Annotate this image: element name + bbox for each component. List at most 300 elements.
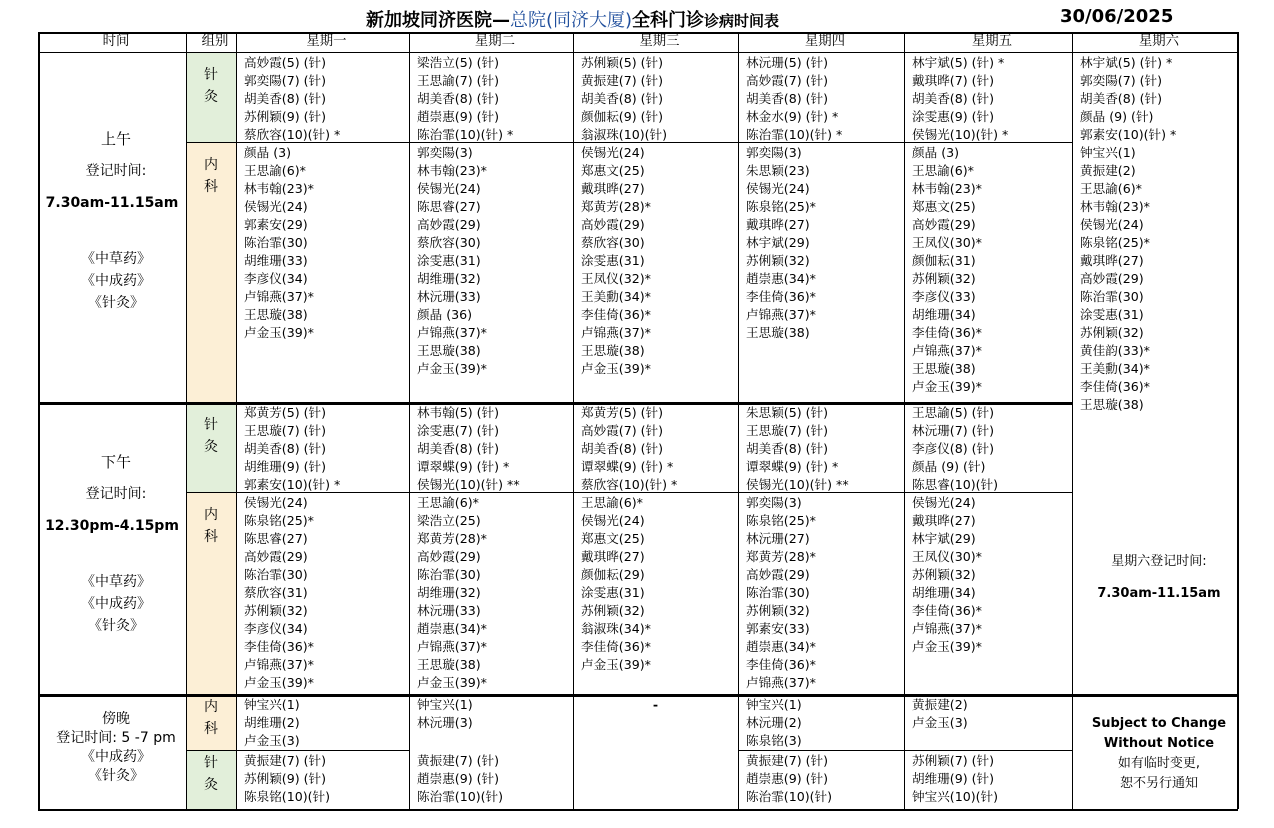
doctor-entry: 黄振建(7) (针) <box>417 753 500 768</box>
doctor-entry: 郭奕陽(3) <box>746 495 802 510</box>
doctor-entry: 李彦仪(34) <box>244 271 308 286</box>
doctor-entry: 卢金玉(39)* <box>912 379 982 394</box>
doctor-entry: 卢锦燕(37)* <box>417 325 487 340</box>
doctor-entry: 卢锦燕(37)* <box>912 621 982 636</box>
doctor-entry: 胡维珊(34) <box>912 307 976 322</box>
time-afternoon <box>38 402 186 694</box>
doctor-entry: 颜晶 (9) (针) <box>912 459 986 474</box>
doctor-entry: 郭奕陽(7) (针) <box>244 73 327 88</box>
doctor-entry: 卢金玉(39)* <box>244 675 314 690</box>
doctor-entry: 高妙霞(29) <box>244 549 308 564</box>
doctor-entry: 高妙霞(29) <box>581 217 645 232</box>
doctor-list <box>904 492 1072 694</box>
group-acupuncture-label: 针灸 <box>204 67 218 105</box>
doctor-entry: 郑惠文(25) <box>912 199 976 214</box>
doctor-list <box>738 402 904 492</box>
doctor-entry: 郭奕陽(7) (针) <box>1080 73 1163 88</box>
doctor-entry: 朱思颖(5) (针) <box>746 405 829 420</box>
doctor-entry: 黄振建(7) (针) <box>746 753 829 768</box>
doctor-entry: 胡美香(8) (针) <box>912 91 995 106</box>
doctor-list <box>573 694 738 750</box>
doctor-entry: 卢锦燕(37)* <box>912 343 982 358</box>
doctor-entry: 卢锦燕(37)* <box>581 325 651 340</box>
doctor-entry: 王思璇(7) (针) <box>746 423 829 438</box>
doctor-entry: 卢金玉(39)* <box>417 361 487 376</box>
service-label: 《针灸》 <box>88 768 144 784</box>
doctor-entry: 郭奕陽(3) <box>417 145 473 160</box>
doctor-list <box>904 402 1072 492</box>
doctor-entry: 陈治霏(30) <box>417 567 481 582</box>
doctor-entry: 林沅珊(33) <box>417 603 481 618</box>
doctor-entry: 黄振建(7) (针) <box>244 753 327 768</box>
doctor-entry: 林宇斌(5) (针) * <box>912 55 1005 70</box>
grid-line-v <box>186 32 187 809</box>
doctor-entry: 翁淑珠(34)* <box>581 621 651 636</box>
doctor-entry: 高妙霞(5) (针) <box>244 55 327 70</box>
doctor-entry: 侯锡光(24) <box>244 199 308 214</box>
doctor-entry: 涂雯惠(9) (针) <box>912 109 995 124</box>
doctor-entry: 胡维珊(9) (针) <box>912 771 995 786</box>
doctor-entry: 郑黄芳(28)* <box>417 531 487 546</box>
doctor-entry: 戴琪晔(27) <box>1080 253 1144 268</box>
doctor-entry: 梁浩立(5) (针) <box>417 55 500 70</box>
doctor-entry: 陈治霏(10)(针) <box>746 789 833 804</box>
doctor-entry: 卢金玉(3) <box>244 733 300 748</box>
doctor-entry: 胡美香(8) (针) <box>417 91 500 106</box>
doctor-entry: 蔡欣容(30) <box>581 235 645 250</box>
grid-line-v <box>409 32 410 809</box>
doctor-entry: 林韦翰(23)* <box>417 163 487 178</box>
doctor-entry: 林宇斌(29) <box>912 531 976 546</box>
doctor-entry: 林宇斌(29) <box>746 235 810 250</box>
doctor-entry: 高妙霞(29) <box>1080 271 1144 286</box>
doctor-entry: 郭奕陽(3) <box>746 145 802 160</box>
doctor-entry: 趙崇惠(34)* <box>417 621 487 636</box>
grid-line-v <box>38 32 40 809</box>
doctor-entry: 林沅珊(5) (针) <box>746 55 829 70</box>
doctor-entry: 郑黄芳(5) (针) <box>244 405 327 420</box>
doctor-list <box>236 492 409 694</box>
page-title <box>0 6 1274 30</box>
doctor-entry: 陈治霏(10)(针) <box>417 789 504 804</box>
doctor-entry: 苏俐颖(32) <box>746 603 810 618</box>
doctor-entry: 翁淑珠(10)(针) <box>581 127 668 142</box>
doctor-entry: 郭素安(10)(针) * <box>244 477 341 492</box>
header-group <box>186 32 236 52</box>
registration-time: 登记时间: 5 -7 pm <box>56 730 176 746</box>
doctor-entry: 戴琪晔(27) <box>581 181 645 196</box>
doctor-entry: 钟宝兴(1) <box>1080 145 1136 160</box>
doctor-list <box>904 142 1072 402</box>
doctor-entry: 李彦仪(8) (针) <box>912 441 995 456</box>
grid-line-h <box>738 750 1072 751</box>
doctor-entry: 蔡欣容(10)(针) * <box>581 477 678 492</box>
doctor-entry: 卢金玉(3) <box>912 715 968 730</box>
doctor-entry: 涂雯惠(31) <box>581 585 645 600</box>
doctor-entry: 卢金玉(39)* <box>912 639 982 654</box>
doctor-entry: 胡维珊(2) <box>244 715 300 730</box>
header-day-label: 星期六 <box>1138 34 1180 49</box>
service-label: 《中草药》 <box>81 574 151 590</box>
doctor-entry: 李彦仪(33) <box>912 289 976 304</box>
doctor-list <box>409 52 573 142</box>
grid-line-h <box>186 142 1072 143</box>
doctor-entry: 胡维珊(34) <box>912 585 976 600</box>
doctor-entry: 高妙霞(7) (针) <box>581 423 664 438</box>
notice-chinese: 恕不另行通知 <box>1119 776 1198 791</box>
header-day-label: 星期二 <box>474 34 516 49</box>
doctor-list <box>573 142 738 402</box>
doctor-list <box>409 694 573 750</box>
doctor-entry: 王思璇(38) <box>417 343 481 358</box>
group-internal <box>186 694 236 750</box>
doctor-entry: 胡维珊(32) <box>417 271 481 286</box>
doctor-entry: 陈治霏(30) <box>746 585 810 600</box>
doctor-entry: 林沅珊(33) <box>417 289 481 304</box>
notice-english: Without Notice <box>1103 736 1215 751</box>
doctor-entry: 苏俐颖(32) <box>244 603 308 618</box>
doctor-entry: 郑惠文(25) <box>581 531 645 546</box>
doctor-entry: 侯锡光(10)(针) * <box>912 127 1009 142</box>
doctor-list <box>409 142 573 402</box>
doctor-entry: 陈治霏(10)(针) * <box>746 127 843 142</box>
doctor-list <box>904 750 1072 809</box>
doctor-entry: 林沅珊(7) (针) <box>912 423 995 438</box>
group-internal <box>186 142 236 402</box>
header-day <box>904 32 1072 52</box>
doctor-entry: 卢金玉(39)* <box>581 361 651 376</box>
doctor-entry: 林宇斌(5) (针) * <box>1080 55 1173 70</box>
group-acupuncture <box>186 750 236 809</box>
grid-line-v <box>904 32 905 809</box>
doctor-entry: 苏俐颖(9) (针) <box>244 109 327 124</box>
grid-line-h <box>38 32 1238 34</box>
doctor-entry: 钟宝兴(1) <box>244 697 300 712</box>
doctor-entry: 李佳倚(36)* <box>912 603 982 618</box>
doctor-entry: 颜伽耘(29) <box>581 567 645 582</box>
title-label: 全科门诊 <box>632 10 705 31</box>
schedule-table <box>38 32 1238 809</box>
doctor-entry: 颜伽耘(9) (针) <box>581 109 664 124</box>
doctor-entry: 王凤仪(32)* <box>581 271 651 286</box>
header-day-label: 星期一 <box>306 34 347 49</box>
doctor-entry: 李佳倚(36)* <box>1080 379 1150 394</box>
doctor-entry: 高妙霞(29) <box>417 217 481 232</box>
doctor-entry: 侯锡光(24) <box>1080 217 1144 232</box>
doctor-entry: 林沅珊(2) <box>746 715 802 730</box>
doctor-list <box>738 750 904 809</box>
doctor-entry: 戴琪晔(7) (针) <box>912 73 995 88</box>
session-title: 下午 <box>100 453 131 471</box>
doctor-entry: 陈思睿(10)(针) <box>912 477 999 492</box>
grid-line-v <box>1072 32 1073 809</box>
service-label: 《针灸》 <box>88 295 144 311</box>
header-day-label: 星期三 <box>639 34 680 49</box>
doctor-entry: 郑黄芳(28)* <box>746 549 816 564</box>
group-acupuncture-label: 针灸 <box>204 417 218 455</box>
doctor-entry: 卢金玉(39)* <box>244 325 314 340</box>
doctor-entry: 胡美香(8) (针) <box>244 441 327 456</box>
doctor-entry: 黄振建(2) <box>912 697 968 712</box>
doctor-list <box>236 402 409 492</box>
doctor-entry: 胡美香(8) (针) <box>581 91 664 106</box>
group-acupuncture <box>186 402 236 492</box>
schedule-date: 30/06/2025 <box>1060 6 1174 27</box>
notice-chinese: 如有临时变更, <box>1117 756 1201 771</box>
doctor-entry: 苏俐颖(32) <box>912 567 976 582</box>
doctor-list <box>409 492 573 694</box>
doctor-entry: 王美勳(34)* <box>581 289 651 304</box>
doctor-entry: 王思璇(38) <box>1080 397 1144 412</box>
doctor-entry: 王思諭(6)* <box>1080 181 1142 196</box>
service-label: 《中成药》 <box>81 596 151 612</box>
doctor-entry: 侯锡光(24) <box>746 181 810 196</box>
doctor-list <box>904 52 1072 142</box>
doctor-entry: 苏俐颖(32) <box>746 253 810 268</box>
group-internal-label: 内科 <box>204 157 218 195</box>
doctor-entry: 郑黄芳(5) (针) <box>581 405 664 420</box>
doctor-entry: 高妙霞(7) (针) <box>746 73 829 88</box>
doctor-entry: 林韦翰(23)* <box>912 181 982 196</box>
doctor-entry: 郭素安(10)(针) * <box>1080 127 1177 142</box>
doctor-entry: 王思諭(7) (针) <box>417 73 500 88</box>
doctor-entry: 苏俐颖(7) (针) <box>912 753 995 768</box>
doctor-entry: 胡美香(8) (针) <box>244 91 327 106</box>
doctor-list <box>236 142 409 402</box>
doctor-entry: 卢锦燕(37)* <box>746 307 816 322</box>
doctor-entry: 苏俐颖(32) <box>581 603 645 618</box>
doctor-entry: 陈思睿(27) <box>417 199 481 214</box>
doctor-entry: 胡美香(8) (针) <box>581 441 664 456</box>
saturday-reg-label: 星期六登记时间: <box>1111 554 1207 569</box>
doctor-entry: 陈治霏(30) <box>244 567 308 582</box>
doctor-entry: 侯锡光(24) <box>912 495 976 510</box>
group-acupuncture <box>186 52 236 142</box>
group-internal-label: 内科 <box>204 699 218 737</box>
doctor-entry: 侯锡光(10)(针) ** <box>746 477 849 492</box>
doctor-entry: 谭翠蝶(9) (针) * <box>581 459 674 474</box>
header-day-label: 星期四 <box>804 34 846 49</box>
doctor-entry: 李佳倚(36)* <box>746 657 816 672</box>
doctor-entry: 胡美香(8) (针) <box>1080 91 1163 106</box>
doctor-entry: 李佳倚(36)* <box>244 639 314 654</box>
time-morning <box>38 52 186 402</box>
doctor-entry: 林金水(9) (针) * <box>746 109 839 124</box>
doctor-entry: 戴琪晔(27) <box>912 513 976 528</box>
doctor-entry: 蔡欣容(30) <box>417 235 481 250</box>
doctor-list <box>738 142 904 402</box>
doctor-entry: 陈治霏(30) <box>1080 289 1144 304</box>
doctor-entry: 陈泉铭(25)* <box>244 513 314 528</box>
doctor-entry: 卢锦燕(37)* <box>244 657 314 672</box>
doctor-entry: 苏俐颖(32) <box>1080 325 1144 340</box>
doctor-entry: 趙崇惠(9) (针) <box>417 771 500 786</box>
doctor-entry: 郑黄芳(28)* <box>581 199 651 214</box>
doctor-entry: 趙崇惠(34)* <box>746 271 816 286</box>
doctor-entry: 陈泉铭(25)* <box>746 199 816 214</box>
registration-label: 登记时间: <box>85 486 147 502</box>
doctor-entry: 陈泉铭(25)* <box>746 513 816 528</box>
doctor-entry: 苏俐颖(5) (针) <box>581 55 664 70</box>
doctor-entry: 涂雯惠(31) <box>581 253 645 268</box>
doctor-entry: 蔡欣容(10)(针) * <box>244 127 341 142</box>
doctor-entry: 李佳倚(36)* <box>581 639 651 654</box>
doctor-entry: 王思璇(38) <box>244 307 308 322</box>
service-label: 《中成药》 <box>81 749 151 765</box>
doctor-list <box>573 492 738 694</box>
doctor-entry: 陈泉铭(10)(针) <box>244 789 331 804</box>
doctor-list <box>573 52 738 142</box>
doctor-entry: 林沅珊(3) <box>417 715 473 730</box>
doctor-entry: 林沅珊(27) <box>746 531 810 546</box>
registration-time: 7.30am-11.15am <box>45 195 179 211</box>
doctor-entry: 苏俐颖(9) (针) <box>244 771 327 786</box>
header-day <box>236 32 409 52</box>
doctor-entry: 高妙霞(29) <box>417 549 481 564</box>
doctor-entry: 钟宝兴(1) <box>417 697 473 712</box>
doctor-list <box>738 52 904 142</box>
saturday-reg-time: 7.30am-11.15am <box>1097 586 1221 601</box>
doctor-entry: 王思諭(6)* <box>244 163 306 178</box>
doctor-entry: 郭素安(29) <box>244 217 308 232</box>
doctor-entry: 王思璇(38) <box>417 657 481 672</box>
doctor-list <box>409 402 573 492</box>
doctor-entry: 颜晶 (36) <box>417 307 473 322</box>
doctor-entry: 王思諭(6)* <box>912 163 974 178</box>
header-day <box>738 32 904 52</box>
doctor-entry: 王思璇(38) <box>746 325 810 340</box>
doctor-entry: 蔡欣容(31) <box>244 585 308 600</box>
header-day <box>1072 32 1238 52</box>
doctor-list <box>573 402 738 492</box>
group-acupuncture-label: 针灸 <box>204 755 218 793</box>
grid-line-v <box>738 32 739 809</box>
doctor-entry: 王思璇(7) (针) <box>244 423 327 438</box>
group-internal-label: 内科 <box>204 507 218 545</box>
registration-label: 登记时间: <box>85 163 147 179</box>
doctor-entry: 李佳倚(36)* <box>912 325 982 340</box>
header-day-label: 星期五 <box>971 34 1013 49</box>
doctor-entry: 卢金玉(39)* <box>581 657 651 672</box>
doctor-entry: 陈泉铭(25)* <box>1080 235 1150 250</box>
doctor-entry: 胡美香(8) (针) <box>746 91 829 106</box>
doctor-entry: 谭翠蝶(9) (针) * <box>746 459 839 474</box>
doctor-entry: 谭翠蝶(9) (针) * <box>417 459 510 474</box>
grid-line-h <box>38 52 1238 53</box>
doctor-entry: 陈思睿(27) <box>244 531 308 546</box>
doctor-entry: 王思諭(6)* <box>581 495 643 510</box>
registration-time: 12.30pm-4.15pm <box>45 518 179 534</box>
doctor-entry: 苏俐颖(32) <box>912 271 976 286</box>
change-notice <box>1072 714 1238 809</box>
doctor-entry: 戴琪晔(27) <box>581 549 645 564</box>
doctor-list <box>236 694 409 750</box>
doctor-entry: 黄振建(2) <box>1080 163 1136 178</box>
header-group-label: 组别 <box>201 34 229 49</box>
session-title: 傍晚 <box>102 711 130 727</box>
notice-english: Subject to Change <box>1091 716 1227 731</box>
doctor-entry: 卢锦燕(37)* <box>244 289 314 304</box>
saturday-list <box>1072 52 1238 422</box>
saturday-registration <box>1072 552 1238 694</box>
doctor-entry: 郑惠文(25) <box>581 163 645 178</box>
hospital-name: 新加坡同济医院 <box>366 10 492 31</box>
grid-line-v <box>1237 32 1239 809</box>
service-label: 《中草药》 <box>81 251 151 267</box>
doctor-entry: 卢锦燕(37)* <box>417 639 487 654</box>
doctor-list <box>904 694 1072 750</box>
schedule-title <box>366 6 779 32</box>
doctor-entry: 卢金玉(39)* <box>417 675 487 690</box>
doctor-list <box>409 750 573 809</box>
doctor-entry: 钟宝兴(10)(针) <box>912 789 999 804</box>
doctor-entry: 李佳倚(36)* <box>581 307 651 322</box>
doctor-entry: 梁浩立(25) <box>417 513 481 528</box>
doctor-entry: 林韦翰(5) (针) <box>417 405 500 420</box>
doctor-entry: 郭素安(33) <box>746 621 810 636</box>
doctor-list <box>738 492 904 694</box>
doctor-entry: 趙崇惠(9) (针) <box>746 771 829 786</box>
doctor-entry: 颜晶 (3) <box>912 145 960 160</box>
doctor-entry: 王思璇(38) <box>581 343 645 358</box>
session-title: 上午 <box>100 130 131 148</box>
doctor-entry: 涂雯惠(7) (针) <box>417 423 500 438</box>
service-label: 《中成药》 <box>81 273 151 289</box>
grid-line-h <box>38 402 1072 405</box>
header-time <box>38 32 186 52</box>
doctor-entry: 胡维珊(33) <box>244 253 308 268</box>
grid-line-h <box>186 492 1072 493</box>
doctor-list <box>738 694 904 750</box>
grid-line-h <box>38 694 1238 697</box>
doctor-entry: 胡美香(8) (针) <box>746 441 829 456</box>
doctor-entry: 朱思颖(23) <box>746 163 810 178</box>
doctor-list <box>236 52 409 142</box>
doctor-entry: 陈治霏(10)(针) * <box>417 127 514 142</box>
doctor-entry: 侯锡光(24) <box>244 495 308 510</box>
doctor-entry: 颜伽耘(31) <box>912 253 976 268</box>
doctor-entry: 趙崇惠(9) (针) <box>417 109 500 124</box>
doctor-entry: 涂雯惠(31) <box>1080 307 1144 322</box>
doctor-entry: 侯锡光(24) <box>581 513 645 528</box>
doctor-entry: 陈治霏(30) <box>244 235 308 250</box>
header-time-label: 时间 <box>102 34 130 49</box>
doctor-entry: 钟宝兴(1) <box>746 697 802 712</box>
time-evening <box>38 694 186 809</box>
doctor-entry: 侯锡光(10)(针) ** <box>417 477 520 492</box>
doctor-entry: 高妙霞(29) <box>746 567 810 582</box>
doctor-entry: 王思諭(6)* <box>417 495 479 510</box>
doctor-entry: 侯锡光(24) <box>417 181 481 196</box>
doctor-entry: 林韦翰(23)* <box>244 181 314 196</box>
doctor-entry: 李彦仪(34) <box>244 621 308 636</box>
grid-line-v <box>573 32 574 694</box>
doctor-entry: 戴琪晔(27) <box>746 217 810 232</box>
header-day <box>409 32 573 52</box>
title-dash: — <box>492 10 510 31</box>
doctor-entry: 涂雯惠(31) <box>417 253 481 268</box>
doctor-entry: 卢锦燕(37)* <box>746 675 816 690</box>
doctor-entry: 胡维珊(9) (针) <box>244 459 327 474</box>
doctor-entry: 黄振建(7) (针) <box>581 73 664 88</box>
doctor-entry: 林韦翰(23)* <box>1080 199 1150 214</box>
doctor-entry: 李佳倚(36)* <box>746 289 816 304</box>
title-label-small: 诊病时间表 <box>704 12 780 30</box>
grid-line-h <box>186 750 409 751</box>
doctor-entry: 胡美香(8) (针) <box>417 441 500 456</box>
doctor-entry: 陈泉铭(3) <box>746 733 802 748</box>
doctor-entry: 趙崇惠(34)* <box>746 639 816 654</box>
